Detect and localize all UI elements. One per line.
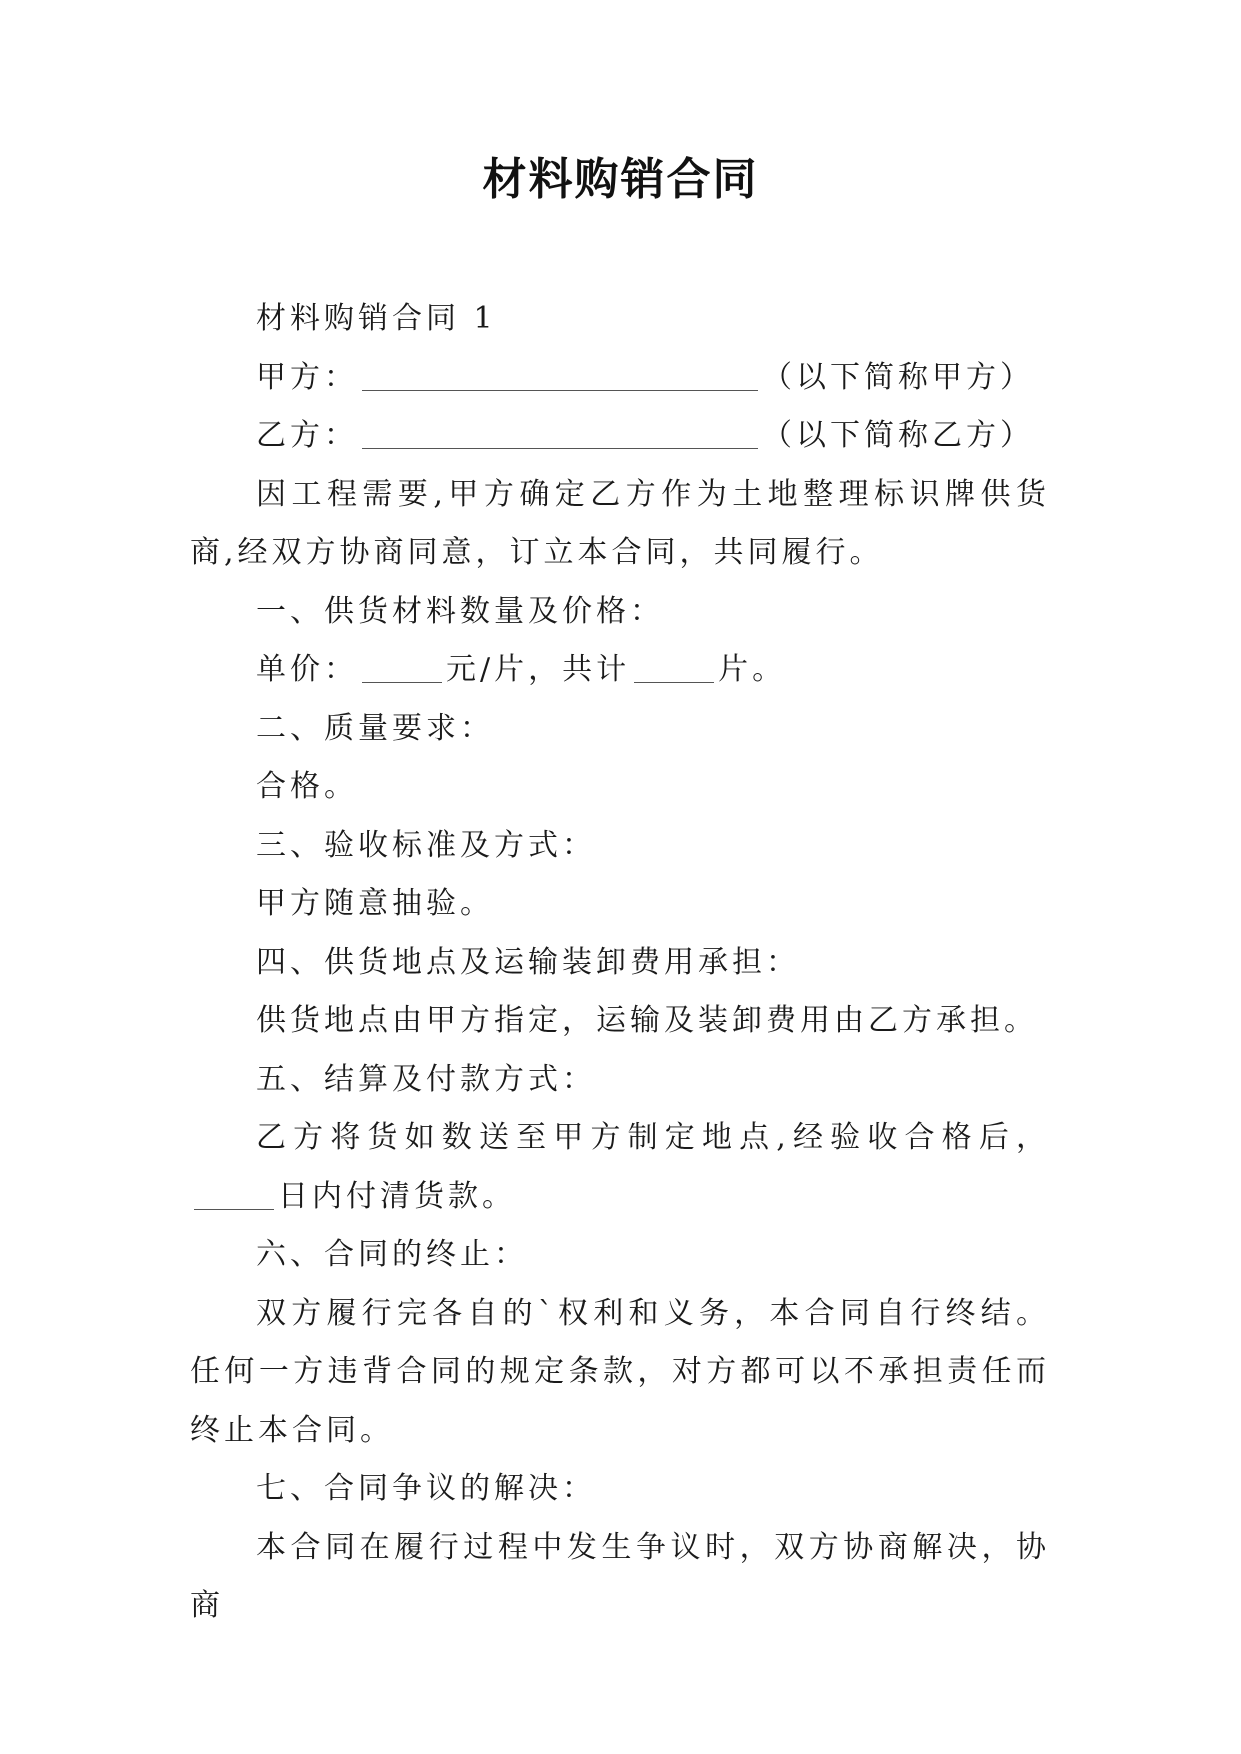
section-3-text: 甲方随意抽验。 (256, 886, 494, 921)
document-title: 材料购销合同 (482, 154, 759, 205)
party-b-label: 乙方： (256, 418, 358, 453)
document-body (190, 290, 1050, 1636)
party-a-label: 甲方： (256, 359, 358, 395)
section-7-text: 本合同在履行过程中发生争议时，双方协商解决，协商 (190, 1529, 1050, 1623)
section-2-text: 合格。 (256, 769, 358, 804)
party-b-line (190, 407, 1050, 466)
section-4-text: 供货地点由甲方指定，运输及装卸费用由乙方承担。 (256, 1003, 1038, 1038)
party-a-suffix: （以下简称甲方） (762, 359, 1034, 395)
price-end: 片。 (718, 652, 787, 687)
section-5-text-a: 乙方将货如数送至甲方制定地点,经验收合格后， (256, 1120, 1050, 1155)
payment-days-blank (194, 1179, 274, 1210)
intro-paragraph: 因工程需要,甲方确定乙方作为土地整理标识牌供货商,经双方协商同意，订立本合同，共同履行。 (190, 476, 1050, 570)
party-a-blank (362, 360, 758, 391)
party-b-blank (362, 418, 758, 449)
section-1-title: 一、供货材料数量及价格： (256, 593, 664, 629)
section-6-title: 六、合同的终止： (256, 1237, 528, 1272)
price-prefix: 单价： (256, 652, 358, 687)
quantity-blank (634, 652, 714, 683)
section-6-text: 双方履行完各自的`权利和义务，本合同自行终结。任何一方违背合同的规定条款，对方都可以不承担责任而终止本合同。 (190, 1295, 1050, 1448)
section-7-title: 七、合同争议的解决： (256, 1471, 596, 1506)
section-5-text-b: 日内付清货款。 (278, 1178, 516, 1214)
section-5-title: 五、结算及付款方式： (256, 1061, 596, 1097)
section-3-title: 三、验收标准及方式： (256, 827, 596, 863)
section-4-title: 四、供货地点及运输装卸费用承担： (256, 944, 800, 980)
contract-heading: 材料购销合同 1 (256, 301, 497, 336)
unit-price-blank (362, 652, 442, 683)
section-5-text (190, 1109, 1050, 1226)
price-line (190, 641, 1050, 700)
price-unit: 元/片，共计 (446, 652, 631, 687)
party-a-line (190, 349, 1050, 408)
party-b-suffix: （以下简称乙方） (762, 418, 1034, 453)
section-2-title: 二、质量要求： (256, 710, 494, 746)
